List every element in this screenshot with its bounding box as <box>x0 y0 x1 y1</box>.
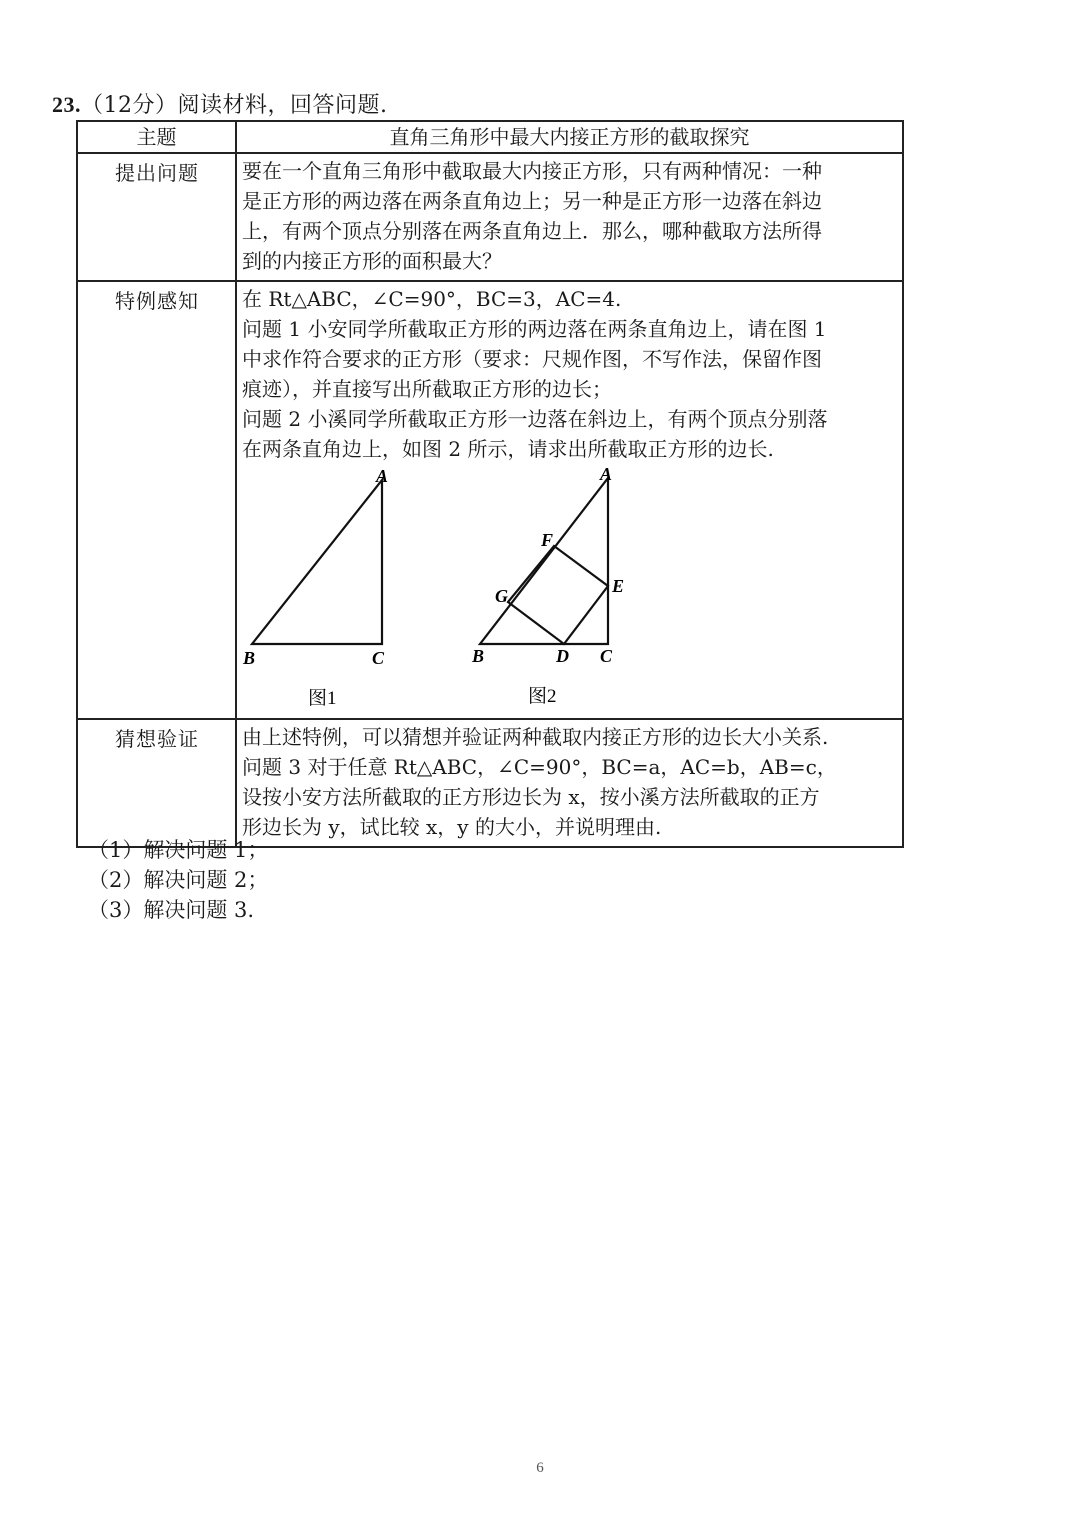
text-line: 上，有两个顶点分别落在两条直角边上．那么，哪种截取方法所得 <box>242 219 822 243</box>
row-label: 猜想验证 <box>77 719 236 847</box>
page-number: 6 <box>536 1460 544 1476</box>
label-g: G <box>495 586 508 606</box>
sub-question-3: （3）解决问题 3. <box>88 898 255 922</box>
label-b-2: B <box>472 646 485 666</box>
text-line: 在 Rt△ABC，∠C=90°，BC=3，AC=4. <box>242 287 622 311</box>
row-label: 特例感知 <box>77 281 236 719</box>
label-e: E <box>612 576 625 596</box>
triangle-abc <box>252 480 382 644</box>
figure-1 <box>242 466 388 709</box>
row-content <box>236 281 903 719</box>
label-c-2: C <box>600 646 613 666</box>
label-c: C <box>372 648 385 668</box>
text-line: 问题 2 小溪同学所截取正方形一边落在斜边上，有两个顶点分别落 <box>242 407 828 431</box>
triangle-abc-2 <box>480 478 608 644</box>
text-line: 问题 3 对于任意 Rt△ABC，∠C=90°，BC=a，AC=b，AB=c， <box>242 755 837 779</box>
table-row <box>77 153 903 281</box>
question-number: 23. <box>52 92 81 117</box>
label-b: B <box>243 648 256 668</box>
header-title: 直角三角形中最大内接正方形的截取探究 <box>236 121 903 153</box>
sub-question-2: （2）解决问题 2； <box>88 868 269 892</box>
label-a-2: A <box>600 464 613 484</box>
table-row <box>77 281 903 719</box>
text-line: 要在一个直角三角形中截取最大内接正方形，只有两种情况：一种 <box>242 159 822 183</box>
table-row <box>77 719 903 847</box>
text-line: 由上述特例，可以猜想并验证两种截取内接正方形的边长大小关系. <box>242 725 829 749</box>
label-f: F <box>541 530 554 550</box>
row-label: 提出问题 <box>77 153 236 281</box>
text-line: 痕迹），并直接写出所截取正方形的边长； <box>242 377 612 401</box>
question-score: （12分） <box>81 93 178 118</box>
material-table <box>76 120 904 848</box>
inscribed-square-defg <box>508 546 608 644</box>
row-content <box>236 719 903 847</box>
text-line: 形边长为 y，试比较 x，y 的大小，并说明理由. <box>242 815 662 839</box>
text-line: 问题 1 小安同学所截取正方形的两边落在两条直角边上，请在图 1 <box>242 317 827 341</box>
text-line: 到的内接正方形的面积最大？ <box>242 249 502 273</box>
text-line: 中求作符合要求的正方形（要求：尺规作图，不写作法，保留作图 <box>242 347 822 371</box>
table-header-row <box>77 121 903 153</box>
text-line: 在两条直角边上，如图 2 所示，请求出所截取正方形的边长. <box>242 437 774 461</box>
label-a: A <box>376 466 389 486</box>
figure-1-caption: 图1 <box>308 688 337 709</box>
label-d: D <box>556 646 569 666</box>
figure-2-caption: 图2 <box>528 686 557 707</box>
text-line: 设按小安方法所截取的正方形边长为 x，按小溪方法所截取的正方 <box>242 785 820 809</box>
row-content <box>236 153 903 281</box>
figure-2 <box>471 464 624 707</box>
question-header <box>52 88 388 119</box>
header-label: 主题 <box>77 121 236 153</box>
question-instruction: 阅读材料，回答问题. <box>177 93 388 118</box>
text-line: 是正方形的两边落在两条直角边上；另一种是正方形一边落在斜边 <box>242 189 822 213</box>
figures-svg <box>242 464 902 714</box>
figures <box>242 464 898 714</box>
sub-question-1: （1）解决问题 1； <box>88 838 269 862</box>
